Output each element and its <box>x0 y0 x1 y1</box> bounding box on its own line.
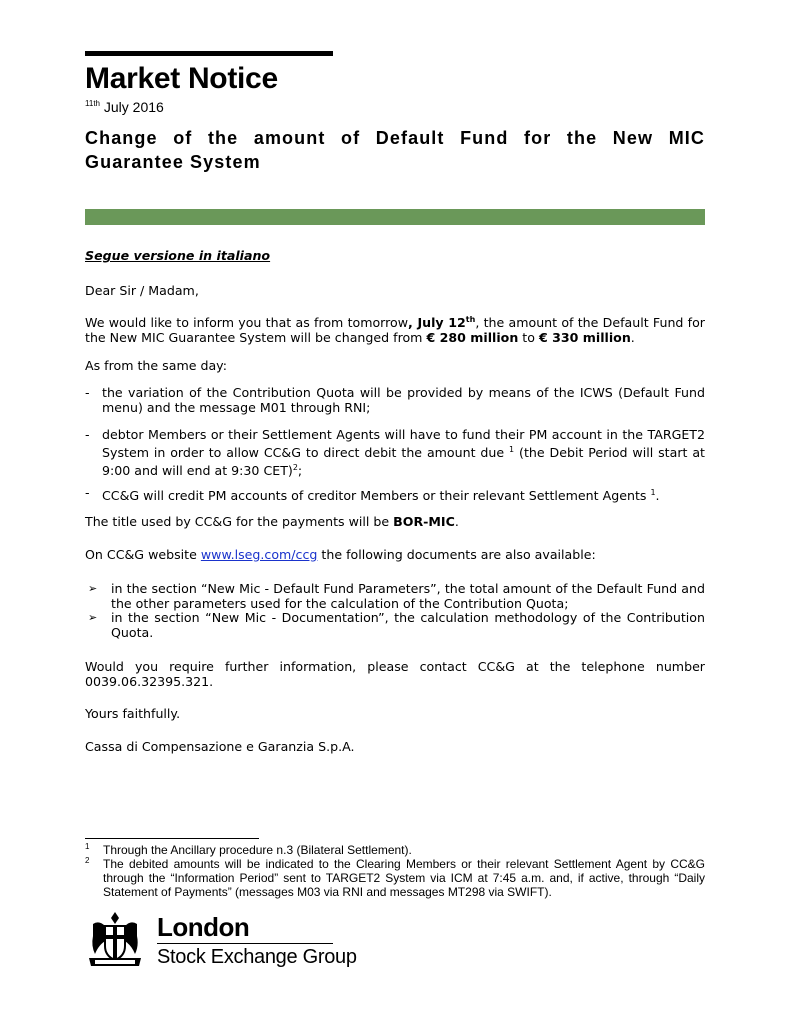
notice-heading: Change of the amount of Default Fund for the New MIC Guarantee System <box>85 128 705 172</box>
closing: Yours faithfully. <box>85 706 181 721</box>
paragraph-contact: Would you require further information, please contact CC&G at the telephone number 0039.06.32395.321. <box>85 659 705 689</box>
lseg-crest-icon <box>85 910 145 970</box>
old-amount: € 280 million <box>426 330 519 345</box>
footnote-number: 2 <box>85 856 90 865</box>
list-item: ➢ in the section “New Mic - Documentation”, the calculation methodology of the Contribution Quota. <box>88 610 705 640</box>
date-rest: July 2016 <box>103 99 164 115</box>
list-item: ➢ in the section “New Mic - Default Fund Parameters”, the total amount of the Default Fund and the other parameters used for the calculation of the Contribution Quota; <box>88 581 705 611</box>
footnote: 1 Through the Ancillary procedure n.3 (Bilateral Settlement). <box>85 842 412 857</box>
footnote-ref-1: 1 <box>650 488 656 497</box>
footnote-number: 1 <box>85 842 90 851</box>
signature: Cassa di Compensazione e Garanzia S.p.A. <box>85 739 355 754</box>
list-item: - the variation of the Contribution Quota will be provided by means of the ICWS (Default Fund menu) and the message M01 through RNI; <box>85 385 705 415</box>
dash-bullet: - <box>85 427 90 442</box>
footnote-ref-1: 1 <box>509 445 515 454</box>
paragraph-website: On CC&G website www.lseg.com/ccg the following documents are also available: <box>85 547 596 562</box>
footnote-separator <box>85 838 259 839</box>
paragraph-intro: We would like to inform you that as from tomorrow, July 12th, the amount of the Default Fund for the New MIC Guarantee System will be changed from € 280 million to € 330 million. <box>85 315 705 345</box>
payment-title: BOR-MIC <box>393 514 455 529</box>
logo-wordmark-london: London <box>157 912 250 942</box>
page-title: Market Notice <box>85 62 278 95</box>
logo-rule <box>157 943 333 944</box>
website-link[interactable]: www.lseg.com/ccg <box>200 547 318 562</box>
logo-wordmark-group: Stock Exchange Group <box>157 946 357 968</box>
dash-bullet: - <box>85 385 90 400</box>
paragraph-same-day: As from the same day: <box>85 358 227 373</box>
arrow-bullet-icon: ➢ <box>88 611 98 624</box>
italian-version-link: Segue versione in italiano <box>85 248 271 263</box>
list-item: - debtor Members or their Settlement Agents will have to fund their PM account in the TARGET2 System in order to allow CC&G to direct debit the amount due $^1$ (the Debit Period will start at 9:00 and will end at 9:30 CET)$^2$; <box>85 427 705 478</box>
footnote: 2 The debited amounts will be indicated to the Clearing Members or their relevant Settlement Agent by CC&G through the “Information Period” sent to TARGET2 System via ICM at 7:45 a.m. and, if active, through “Daily Statement of Payments” (messages M03 via RNI and messages MT298 via SWIFT). <box>85 856 705 899</box>
list-item: - CC&G will credit PM accounts of creditor Members or their relevant Settlement Agents $^1$. <box>85 485 660 503</box>
top-rule <box>85 51 333 56</box>
new-amount: € 330 million <box>538 330 631 345</box>
date-highlight: , July 12th <box>408 315 476 330</box>
greeting: Dear Sir / Madam, <box>85 283 199 298</box>
notice-date <box>85 95 164 116</box>
arrow-bullet-icon: ➢ <box>88 582 98 595</box>
footnote-ref-2: 2 <box>292 463 298 472</box>
accent-bar <box>85 209 705 225</box>
dash-bullet: - <box>85 485 90 500</box>
date-day: 11th <box>85 99 100 108</box>
paragraph-title: The title used by CC&G for the payments will be BOR-MIC. <box>85 514 459 529</box>
